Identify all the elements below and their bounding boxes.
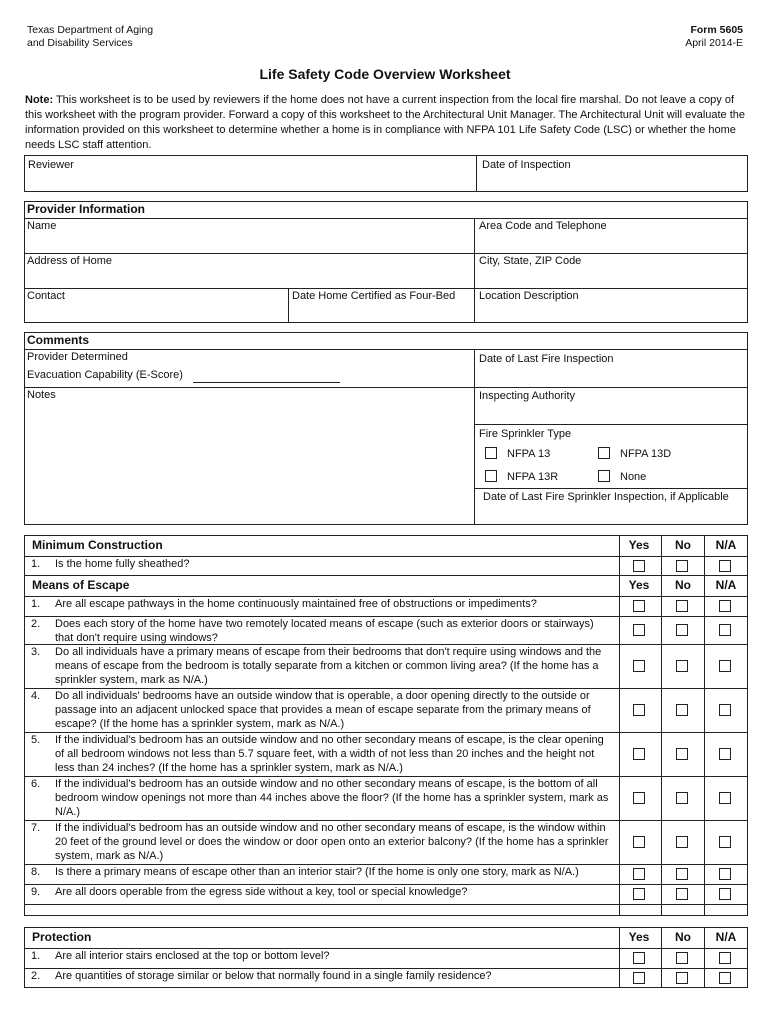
escape-q7-yes-checkbox[interactable] [633,836,645,848]
escape-q6-na-checkbox[interactable] [719,792,731,804]
form-info [685,24,743,50]
question-text: Is there a primary means of escape other than an interior stair? (If the home is only one story, mark as N/A.) [55,866,579,878]
divider [24,218,748,219]
note-paragraph [25,93,747,153]
notes-label: Notes [27,389,56,401]
construction-q1-na-checkbox[interactable] [719,560,731,572]
question-number: 6. [31,778,41,790]
escape-q9-yes-checkbox[interactable] [633,888,645,900]
escape-q5-no-checkbox[interactable] [676,748,688,760]
escape-q3-yes-checkbox[interactable] [633,660,645,672]
construction-q1-no-checkbox[interactable] [676,560,688,572]
date-of-inspection-field[interactable] [482,174,746,190]
last-sprinkler-inspection-label: Date of Last Fire Sprinkler Inspection, if Applicable [483,491,729,503]
notes-field[interactable] [27,405,471,523]
divider [476,155,477,192]
escape-q4-yes-checkbox[interactable] [633,704,645,716]
nfpa13-checkbox[interactable] [485,447,497,459]
escape-q2-yes-checkbox[interactable] [633,624,645,636]
divider [474,424,748,425]
evacuation-label: Evacuation Capability (E-Score) [27,369,183,381]
nfpa13d-checkbox[interactable] [598,447,610,459]
none-checkbox[interactable] [598,470,610,482]
question-text: Do all individuals have a primary means of escape from their bedrooms that don't require using windows and the means of escape from the bedroom is totally separate from a kitchen or common living area? (If the home has a sprinkler system, mark as N/A.) [55,646,602,686]
nfpa13r-checkbox[interactable] [485,470,497,482]
na-column-header: N/A [715,930,737,944]
escape-q3-na-checkbox[interactable] [719,660,731,672]
question-text: Are all doors operable from the egress side without a key, tool or special knowledge? [55,886,468,898]
minimum-construction-heading: Minimum Construction [32,538,163,552]
escape-q2-na-checkbox[interactable] [719,624,731,636]
protection-heading: Protection [32,930,92,944]
nfpa13-label: NFPA 13 [507,448,551,460]
question-number: 3. [31,646,41,658]
escape-q9-no-checkbox[interactable] [676,888,688,900]
address-field[interactable] [27,271,471,287]
question-text: If the individual's bedroom has an outside window and no other secondary means of escape, is the clear opening of all bedroom windows not less than 5.7 square feet, with a width of not less than 20 inches and the height not less than 24 inches? (If the home has a sprinkler system, mark as N/A.) [55,734,604,774]
date-of-inspection-label: Date of Inspection [482,159,571,171]
sprinkler-type-label: Fire Sprinkler Type [479,428,572,440]
name-field[interactable] [27,236,471,252]
construction-q1-yes-checkbox[interactable] [633,560,645,572]
divider [474,218,475,323]
yes-column-header: Yes [628,538,650,552]
question-text: Do all individuals' bedrooms have an outside window that is operable, a door opening directly to the outside or passage into an adjacent unlocked space that provides a mean of escape separate from the primary means of escape? (If the home has a sprinkler system, mark as N/A.) [55,690,591,730]
question-number: 5. [31,734,41,746]
provider-determined-label: Provider Determined [27,351,128,363]
address-label: Address of Home [27,255,112,267]
question-number: 1. [31,558,41,570]
divider [24,387,748,388]
divider [24,575,748,576]
escape-q6-yes-checkbox[interactable] [633,792,645,804]
question-number: 4. [31,690,41,702]
date-certified-field[interactable] [292,306,472,322]
question-number: 9. [31,886,41,898]
inspecting-authority-label: Inspecting Authority [479,390,576,402]
evacuation-score-field[interactable] [195,368,342,384]
question-number: 8. [31,866,41,878]
divider [24,253,748,254]
escape-q6-no-checkbox[interactable] [676,792,688,804]
question-number: 1. [31,598,41,610]
agency-line2: and Disability Services [27,37,133,49]
na-column-header: N/A [715,538,737,552]
name-label: Name [27,220,57,232]
divider [288,288,289,323]
divider [661,927,662,988]
divider [704,927,705,988]
escape-q9-na-checkbox[interactable] [719,888,731,900]
protection-q1-na-checkbox[interactable] [719,952,731,964]
question-number: 7. [31,822,41,834]
form-date: April 2014-E [685,37,743,49]
question-text: Are all escape pathways in the home continuously maintained free of obstructions or impediments? [55,598,537,610]
no-column-header: No [675,578,691,592]
question-number: 1. [31,950,41,962]
na-column-header: N/A [715,578,737,592]
question-text: Are all interior stairs enclosed at the top or bottom level? [55,950,330,962]
nfpa13r-label: NFPA 13R [507,471,559,483]
divider [24,987,748,988]
location-field[interactable] [479,306,745,322]
reviewer-field[interactable] [28,174,472,190]
divider [619,535,620,916]
escape-q2-no-checkbox[interactable] [676,624,688,636]
city-field[interactable] [479,271,745,287]
divider [704,535,705,916]
yes-column-header: Yes [628,930,650,944]
divider [24,349,748,350]
last-fire-inspection-field[interactable] [479,369,745,385]
question-text: Is the home fully sheathed? [55,558,190,570]
question-text: If the individual's bedroom has an outside window and no other secondary means of escape, is the bottom of all bedroom window openings not more than 44 inches above the floor? (If the home has a sprinkler system, mark as N/A.) [55,778,609,818]
divider [661,535,662,916]
protection-q2-no-checkbox[interactable] [676,972,688,984]
agency-name [27,24,153,50]
no-column-header: No [675,930,691,944]
phone-field[interactable] [479,236,745,252]
comments-heading: Comments [27,333,90,347]
protection-q1-yes-checkbox[interactable] [633,952,645,964]
escape-q1-no-checkbox[interactable] [676,600,688,612]
escape-q8-na-checkbox[interactable] [719,868,731,880]
means-of-escape-heading: Means of Escape [32,578,130,592]
escape-q4-no-checkbox[interactable] [676,704,688,716]
escape-q1-yes-checkbox[interactable] [633,600,645,612]
form-number: Form 5605 [690,24,743,36]
reviewer-label: Reviewer [28,159,74,171]
escape-q7-na-checkbox[interactable] [719,836,731,848]
question-number: 2. [31,970,41,982]
divider [24,904,748,905]
last-fire-inspection-label: Date of Last Fire Inspection [479,353,614,365]
note-text: This worksheet is to be used by reviewers if the home does not have a current inspection from the local fire marshal. Do not leave a copy of this worksheet with the program provider. Forward a copy of this worksheet to the Architectural Unit Manager. The Architectural Unit will evaluate the information provided on this worksheet to determine whether a home is in compliance with NFPA 101 Life Safety Code (LSC) or whether the home needs LSC staff attention. [25,94,746,151]
question-text: If the individual's bedroom has an outside window and no other secondary means of escape, is the window within 20 feet of the ground level or does the window or door open onto an exterior balcony? (If the home has a sprinkler system, mark as N/A.) [55,822,609,862]
location-label: Location Description [479,290,579,302]
escape-q8-no-checkbox[interactable] [676,868,688,880]
date-certified-label: Date Home Certified as Four-Bed [292,290,456,302]
escape-q1-na-checkbox[interactable] [719,600,731,612]
none-label: None [620,471,647,483]
provider-section [24,201,748,323]
divider [474,349,475,525]
escape-q3-no-checkbox[interactable] [676,660,688,672]
note-label: Note: [25,94,54,106]
escape-q5-yes-checkbox[interactable] [633,748,645,760]
escape-q7-no-checkbox[interactable] [676,836,688,848]
escape-q5-na-checkbox[interactable] [719,748,731,760]
divider [24,288,748,289]
contact-field[interactable] [27,306,286,322]
escape-q8-yes-checkbox[interactable] [633,868,645,880]
protection-q2-na-checkbox[interactable] [719,972,731,984]
question-text: Are quantities of storage similar or below that normally found in a single family residence? [55,970,492,982]
protection-q1-no-checkbox[interactable] [676,952,688,964]
inspecting-authority-field[interactable] [479,406,745,422]
last-sprinkler-inspection-field[interactable] [479,507,745,523]
divider [619,927,620,988]
agency-line1: Texas Department of Aging [27,24,154,36]
page-title: Life Safety Code Overview Worksheet [259,66,511,82]
provider-heading: Provider Information [27,202,146,216]
protection-q2-yes-checkbox[interactable] [633,972,645,984]
escape-q4-na-checkbox[interactable] [719,704,731,716]
contact-label: Contact [27,290,65,302]
divider [474,488,748,489]
question-text: Does each story of the home have two remotely located means of escape (such as exterior doors or stairways) that don't require using windows? [55,618,594,644]
question-number: 2. [31,618,41,630]
phone-label: Area Code and Telephone [479,220,607,232]
yes-column-header: Yes [628,578,650,592]
city-label: City, State, ZIP Code [479,255,582,267]
no-column-header: No [675,538,691,552]
nfpa13d-label: NFPA 13D [620,448,672,460]
